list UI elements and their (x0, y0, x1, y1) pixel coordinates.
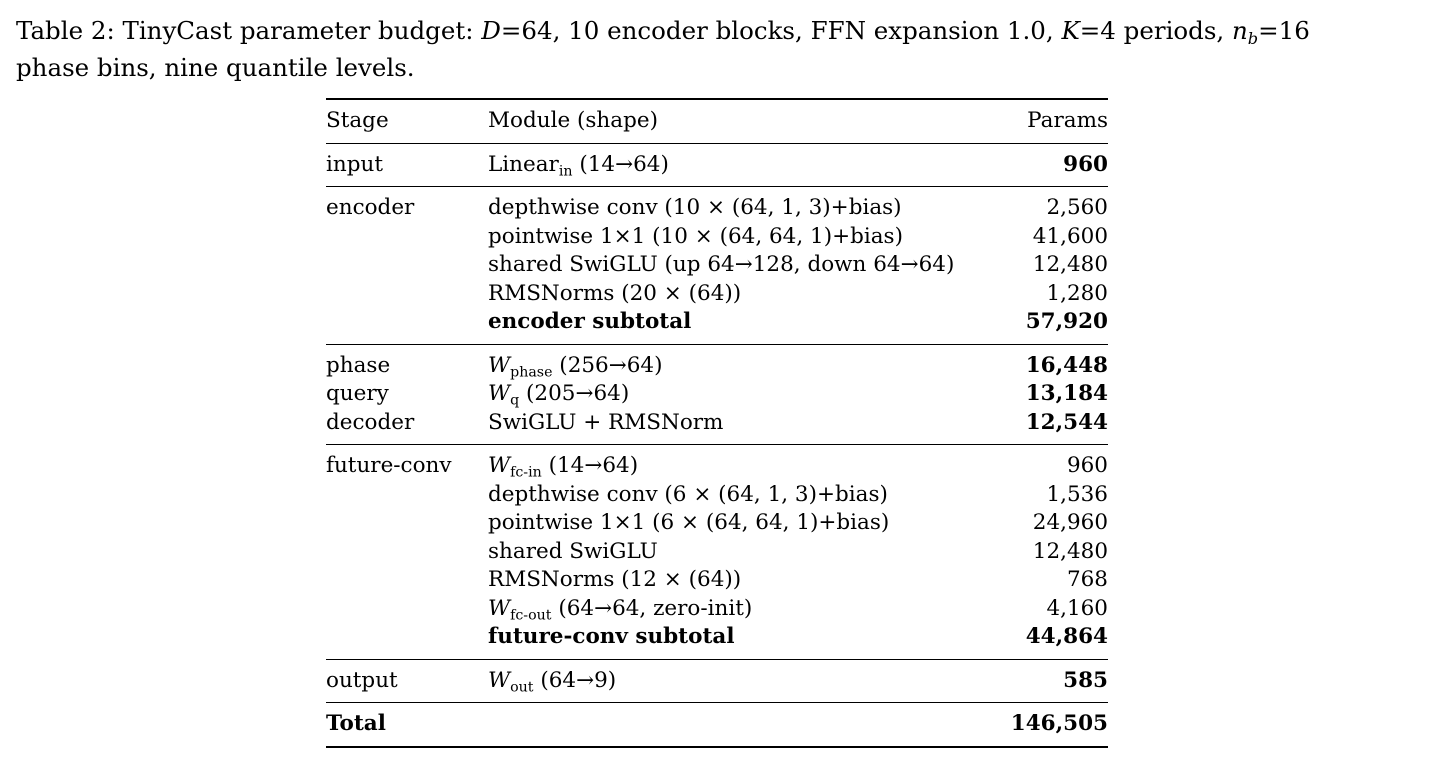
table-row (326, 187, 1108, 223)
module-base: W (488, 667, 511, 693)
module-base: W (488, 453, 511, 478)
table-row (326, 409, 1108, 445)
module-cell: shared SwiGLU (up 64→128, down 64→64) (488, 252, 955, 277)
caption-symbol-n: n (1231, 16, 1248, 45)
module-cell: depthwise conv (10 × (64, 1, 3)+bias) (488, 187, 968, 223)
table-row (326, 538, 1108, 567)
module-cell (488, 143, 968, 187)
table-row (326, 344, 1108, 380)
module-cell (488, 703, 968, 747)
module-cell (488, 344, 968, 380)
subtotal-row (326, 308, 1108, 344)
subtotal-row (326, 623, 1108, 659)
stage-cell (326, 481, 488, 510)
params-cell: 12,544 (1025, 409, 1108, 435)
stage-cell (326, 595, 488, 624)
module-cell: shared SwiGLU (488, 538, 658, 564)
subtotal-value: 57,920 (1025, 309, 1108, 334)
module-cell: RMSNorms (12 × (64)) (488, 567, 742, 592)
stage-cell: input (326, 143, 488, 187)
stage-cell (326, 308, 488, 344)
params-cell: 12,480 (1032, 538, 1108, 564)
total-value: 146,505 (968, 703, 1108, 747)
module-subscript: q (510, 392, 520, 409)
caption-line-1 (16, 12, 1426, 49)
subtotal-value: 44,864 (1025, 624, 1108, 649)
params-cell: 4,160 (1046, 595, 1108, 621)
table-row (326, 659, 1108, 703)
params-cell: 12,480 (1032, 252, 1108, 277)
subtotal-label: encoder subtotal (488, 309, 692, 334)
stage-cell: decoder (326, 409, 415, 435)
table-row (326, 223, 1108, 252)
caption-symbol-d: D (481, 16, 501, 45)
stage-cell: future-conv (326, 445, 488, 481)
module-subscript: fc-in (510, 464, 542, 481)
module-shape: (205→64) (519, 381, 630, 406)
header-params: Params (968, 99, 1108, 143)
caption-line-2: phase bins, nine quantile levels. (16, 53, 415, 82)
params-cell: 960 (968, 143, 1108, 187)
stage-cell (326, 251, 488, 280)
caption-text: Table 2: TinyCast parameter budget: (16, 16, 482, 45)
module-shape: (256→64) (552, 352, 663, 378)
params-cell: 24,960 (1032, 510, 1108, 535)
module-cell (488, 445, 968, 481)
params-cell: 960 (968, 445, 1108, 481)
table-row (326, 509, 1108, 538)
caption-text: =4 periods, (1079, 16, 1232, 45)
table-row (326, 251, 1108, 280)
table-header-row (326, 99, 1108, 143)
params-cell: 585 (968, 659, 1108, 703)
params-cell: 13,184 (1025, 381, 1108, 406)
table-row (326, 445, 1108, 481)
stage-cell: phase (326, 344, 488, 380)
module-shape: (14→64) (572, 151, 669, 177)
params-cell: 2,560 (968, 187, 1108, 223)
module-cell: pointwise 1×1 (10 × (64, 64, 1)+bias) (488, 223, 903, 249)
stage-cell (326, 538, 488, 567)
stage-cell: query (326, 381, 389, 406)
header-stage: Stage (326, 99, 488, 143)
table-row (326, 380, 1108, 409)
module-subscript: out (510, 679, 534, 696)
params-cell: 1,280 (1046, 280, 1108, 306)
module-cell: RMSNorms (20 × (64)) (488, 280, 742, 306)
table-row (326, 566, 1108, 595)
caption-text: =64, 10 encoder blocks, FFN expansion 1.0, (500, 16, 1062, 45)
module-subscript: in (558, 163, 573, 180)
table-row (326, 280, 1108, 309)
module-base: W (488, 352, 511, 378)
module-shape: (64→64, zero-init) (551, 595, 753, 621)
stage-cell: output (326, 659, 488, 703)
table-caption (16, 12, 1426, 86)
subtotal-label: future-conv subtotal (488, 624, 735, 649)
stage-cell (326, 223, 488, 252)
module-cell: depthwise conv (6 × (64, 1, 3)+bias) (488, 481, 888, 507)
caption-symbol-sub: b (1247, 29, 1259, 49)
module-subscript: phase (510, 364, 553, 381)
total-label: Total (326, 703, 488, 747)
module-cell (488, 380, 968, 409)
caption-symbol-k: K (1061, 16, 1080, 45)
total-row (326, 703, 1108, 747)
stage-cell: encoder (326, 187, 488, 223)
caption-text: =16 (1258, 16, 1310, 45)
module-cell (488, 659, 968, 703)
parameter-budget-table (326, 98, 1108, 748)
module-cell: pointwise 1×1 (6 × (64, 64, 1)+bias) (488, 510, 890, 535)
module-base: W (488, 381, 511, 406)
stage-cell (326, 623, 488, 659)
params-cell: 768 (1066, 567, 1108, 592)
module-cell (488, 595, 968, 624)
module-shape: (64→9) (533, 667, 617, 693)
table-row (326, 481, 1108, 510)
header-module: Module (shape) (488, 99, 968, 143)
module-shape: (14→64) (541, 453, 639, 478)
params-cell: 16,448 (968, 344, 1108, 380)
module-base: W (488, 595, 511, 621)
stage-cell (326, 509, 488, 538)
stage-cell (326, 566, 488, 595)
params-cell: 1,536 (1046, 481, 1108, 507)
module-cell: SwiGLU + RMSNorm (488, 409, 724, 435)
table-row (326, 143, 1108, 187)
module-subscript: fc-out (510, 607, 552, 624)
module-base: Linear (488, 151, 559, 177)
table-row (326, 595, 1108, 624)
params-cell: 41,600 (1032, 223, 1108, 249)
stage-cell (326, 280, 488, 309)
